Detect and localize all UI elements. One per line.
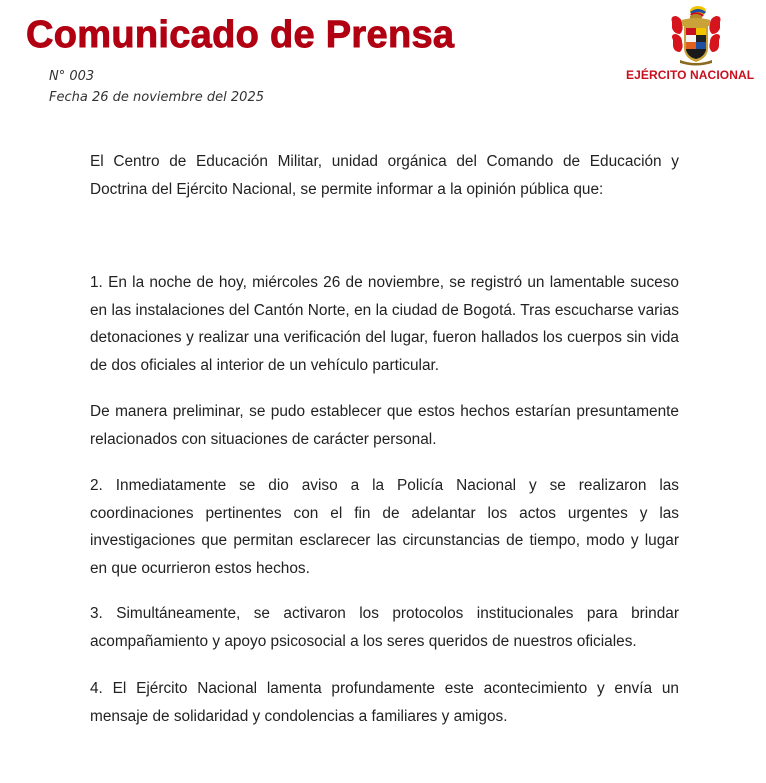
document-date: Fecha 26 de noviembre del 2025 xyxy=(49,90,264,105)
army-logo xyxy=(626,4,766,84)
page-title: Comunicado de Prensa xyxy=(26,14,455,56)
intro-paragraph: El Centro de Educación Militar, unidad orgánica del Comando de Educación y Doctrina del Ejército Nacional, se permite informar a la opinión pública que: xyxy=(90,153,679,198)
paragraph-2: 2. Inmediatamente se dio aviso a la Policía Nacional y se realizaron las coordinaciones pertinentes con el fin de adelantar los actos urgentes y las investigaciones que permitan esclarecer las circunstancias de tiempo, modo y lugar en que ocurrieron estos hechos. xyxy=(90,477,679,577)
paragraph-3: 3. Simultáneamente, se activaron los protocolos institucionales para brindar acompañamiento y apoyo psicosocial a los seres queridos de nuestros oficiales. xyxy=(90,605,679,650)
coat-of-arms-icon xyxy=(668,4,724,68)
document-meta xyxy=(49,66,264,108)
paragraph-1: 1. En la noche de hoy, miércoles 26 de noviembre, se registró un lamentable suceso en las instalaciones del Cantón Norte, en la ciudad de Bogotá. Tras escucharse varias detonaciones y realizar una verificación del lugar, fueron hallados los cuerpos sin vida de dos oficiales al interior de un vehículo particular. xyxy=(90,274,679,374)
paragraph-1-preliminary: De manera preliminar, se pudo establecer que estos hechos estarían presuntamente relacionados con situaciones de carácter personal. xyxy=(90,403,679,448)
paragraph-4: 4. El Ejército Nacional lamenta profundamente este acontecimiento y envía un mensaje de solidaridad y condolencias a familiares y amigos. xyxy=(90,680,679,725)
document-number: N° 003 xyxy=(49,69,95,84)
army-logo-label: EJÉRCITO NACIONAL xyxy=(626,68,755,82)
